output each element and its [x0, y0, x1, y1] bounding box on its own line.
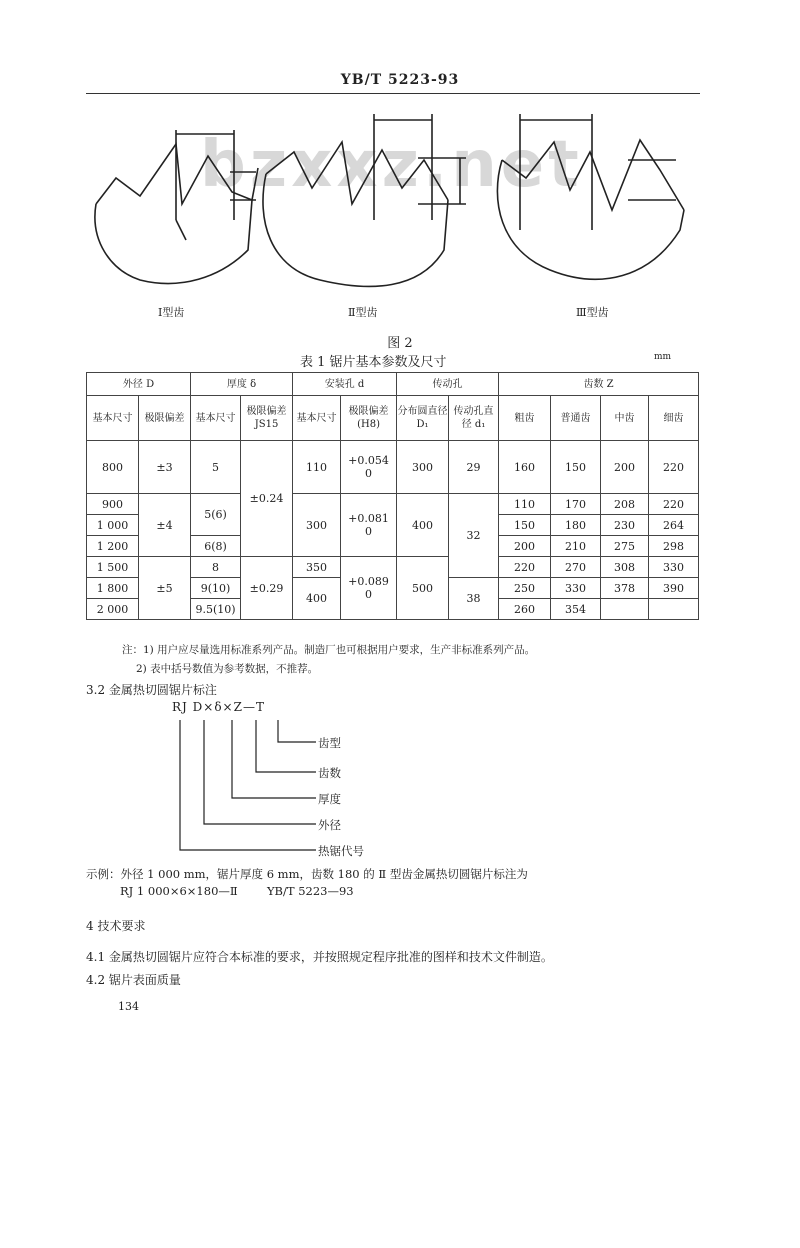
- cell: 200: [499, 536, 551, 557]
- cell: 354: [551, 599, 601, 620]
- type-2-tooth-drawing: [263, 114, 466, 286]
- cell: [649, 599, 699, 620]
- cell: 220: [649, 441, 699, 494]
- group-teeth: 齿数 Z: [499, 373, 699, 396]
- cell: 5: [191, 441, 241, 494]
- col-header: 粗齿: [499, 396, 551, 441]
- saw-blade-parameters-table: [86, 372, 699, 620]
- designation-formula: RJ D×δ×Z—T: [172, 700, 265, 714]
- label-tooth-type: 齿型: [318, 736, 341, 750]
- cell: 32: [449, 494, 499, 578]
- label-outer-diameter: 外径: [318, 818, 341, 832]
- tooth-profile-figure: [80, 100, 720, 330]
- cell: +0.089 0: [341, 557, 397, 620]
- group-drive-hole: 传动孔: [397, 373, 499, 396]
- cell: +0.081 0: [341, 494, 397, 557]
- type-2-label: Ⅱ型齿: [348, 306, 378, 319]
- type-1-tooth-drawing: [95, 130, 258, 283]
- label-thickness: 厚度: [318, 792, 341, 806]
- cell: 1 200: [87, 536, 139, 557]
- cell: 260: [499, 599, 551, 620]
- table-unit: mm: [654, 352, 672, 362]
- cell: 110: [293, 441, 341, 494]
- example-line-2: RJ 1 000×6×180—Ⅱ YB/T 5223—93: [120, 884, 354, 898]
- section-4-1: 4.1 金属热切圆锯片应符合本标准的要求，并按照规定程序批准的图样和技术文件制造。: [86, 950, 553, 964]
- page-number: 134: [118, 1000, 139, 1013]
- type-3-label: Ⅲ型齿: [576, 306, 609, 319]
- cell: ±5: [139, 557, 191, 620]
- table-row: [87, 441, 699, 494]
- table-row: [87, 494, 699, 515]
- cell: 1 000: [87, 515, 139, 536]
- cell: 9.5(10): [191, 599, 241, 620]
- cell: ±0.29: [241, 557, 293, 620]
- type-3-tooth-drawing: [497, 114, 684, 279]
- cell: 275: [601, 536, 649, 557]
- col-header: 极限偏差 JS15: [241, 396, 293, 441]
- cell: 170: [551, 494, 601, 515]
- cell: 298: [649, 536, 699, 557]
- cell: 800: [87, 441, 139, 494]
- cell: 350: [293, 557, 341, 578]
- cell: 378: [601, 578, 649, 599]
- cell: 210: [551, 536, 601, 557]
- cell: 6(8): [191, 536, 241, 557]
- col-header: 细齿: [649, 396, 699, 441]
- table-row: [87, 557, 699, 578]
- col-header: 极限偏差: [139, 396, 191, 441]
- cell: 1 800: [87, 578, 139, 599]
- cell: 400: [397, 494, 449, 557]
- cell: 2 000: [87, 599, 139, 620]
- cell: 29: [449, 441, 499, 494]
- cell: 8: [191, 557, 241, 578]
- cell: 500: [397, 557, 449, 620]
- col-header: 基本尺寸: [191, 396, 241, 441]
- header-rule: [86, 93, 700, 94]
- cell: ±4: [139, 494, 191, 557]
- section-4-heading: 4 技术要求: [86, 919, 146, 933]
- cell: 308: [601, 557, 649, 578]
- cell: 230: [601, 515, 649, 536]
- table-title: 表 1 锯片基本参数及尺寸: [300, 355, 447, 370]
- cell: 270: [551, 557, 601, 578]
- cell: 264: [649, 515, 699, 536]
- cell: 220: [649, 494, 699, 515]
- cell: 250: [499, 578, 551, 599]
- table-note-2: 2) 表中括号数值为参考数据，不推荐。: [136, 663, 319, 675]
- col-header: 中齿: [601, 396, 649, 441]
- group-mount-hole: 安装孔 d: [293, 373, 397, 396]
- col-header: 基本尺寸: [293, 396, 341, 441]
- cell: 150: [551, 441, 601, 494]
- cell: [601, 599, 649, 620]
- label-tooth-count: 齿数: [318, 766, 341, 780]
- col-header: 基本尺寸: [87, 396, 139, 441]
- cell: 5(6): [191, 494, 241, 536]
- type-1-label: Ⅰ型齿: [158, 306, 185, 319]
- cell: 1 500: [87, 557, 139, 578]
- cell: 330: [551, 578, 601, 599]
- cell: 390: [649, 578, 699, 599]
- section-3-2-heading: 3.2 金属热切圆锯片标注: [86, 683, 217, 697]
- group-thickness: 厚度 δ: [191, 373, 293, 396]
- cell: 200: [601, 441, 649, 494]
- example-line-1: 示例：外径 1 000 mm，锯片厚度 6 mm，齿数 180 的 Ⅱ 型齿金属热切圆锯片标注为: [86, 867, 528, 881]
- cell: 300: [293, 494, 341, 557]
- cell: 330: [649, 557, 699, 578]
- designation-leader-lines: [170, 716, 320, 856]
- cell: 38: [449, 578, 499, 620]
- cell: +0.054 0: [341, 441, 397, 494]
- col-header: 普通齿: [551, 396, 601, 441]
- cell: 220: [499, 557, 551, 578]
- watermark: bzxxz.net: [200, 128, 583, 202]
- cell: 160: [499, 441, 551, 494]
- col-header: 传动孔直径 d₁: [449, 396, 499, 441]
- col-header: 分布圆直径 D₁: [397, 396, 449, 441]
- standard-header: YB/T 5223-93: [340, 72, 460, 88]
- table-note-1: 注：1) 用户应尽量选用标准系列产品。制造厂也可根据用户要求，生产非标准系列产品。: [122, 644, 536, 656]
- cell: 110: [499, 494, 551, 515]
- cell: ±3: [139, 441, 191, 494]
- cell: 300: [397, 441, 449, 494]
- cell: 400: [293, 578, 341, 620]
- label-hot-saw-code: 热锯代号: [318, 844, 364, 858]
- group-outer-diameter: 外径 D: [87, 373, 191, 396]
- figure-title: 图 2: [387, 336, 413, 351]
- cell: 900: [87, 494, 139, 515]
- section-4-2: 4.2 锯片表面质量: [86, 973, 181, 987]
- col-header: 极限偏差 (H8): [341, 396, 397, 441]
- cell: 180: [551, 515, 601, 536]
- cell: 208: [601, 494, 649, 515]
- cell: ±0.24: [241, 441, 293, 557]
- cell: 9(10): [191, 578, 241, 599]
- cell: 150: [499, 515, 551, 536]
